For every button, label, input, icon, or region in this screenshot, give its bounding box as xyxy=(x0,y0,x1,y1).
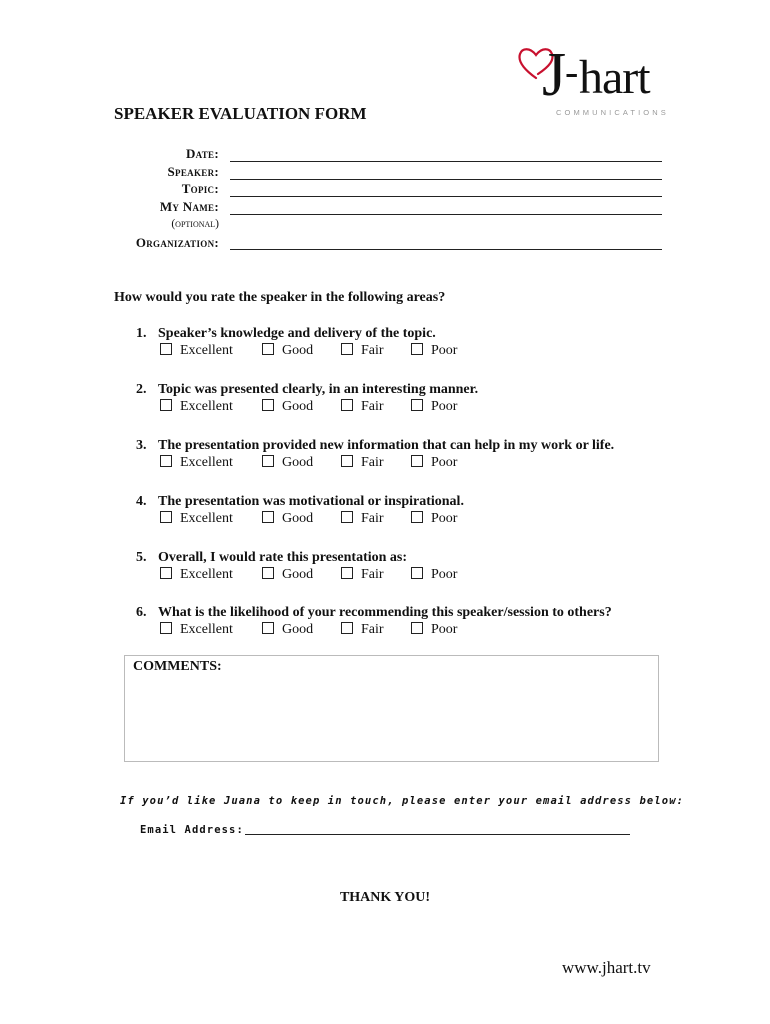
checkbox[interactable] xyxy=(411,455,423,467)
question-number: 2. xyxy=(136,382,147,397)
organization-field[interactable] xyxy=(230,249,662,250)
speaker-field[interactable] xyxy=(230,179,662,180)
topic-field[interactable] xyxy=(230,196,662,197)
option-poor[interactable]: Poor xyxy=(411,567,457,583)
checkbox[interactable] xyxy=(160,511,172,523)
date-label: Date: xyxy=(185,146,219,161)
organization-label: Organization: xyxy=(135,235,219,250)
jhart-logo xyxy=(516,41,669,122)
my-name-field[interactable] xyxy=(230,214,662,215)
speaker-label: Speaker: xyxy=(167,164,219,179)
thank-you-text: THANK YOU! xyxy=(339,890,431,905)
optional-note: (optional) xyxy=(171,218,219,230)
comments-box[interactable] xyxy=(124,655,659,762)
option-poor[interactable]: Poor xyxy=(411,399,457,415)
checkbox[interactable] xyxy=(160,622,172,634)
option-excellent[interactable]: Excellent xyxy=(160,511,233,527)
option-fair[interactable]: Fair xyxy=(341,622,384,638)
option-fair[interactable]: Fair xyxy=(341,399,384,415)
question-number: 6. xyxy=(136,605,147,620)
option-poor[interactable]: Poor xyxy=(411,343,457,359)
checkbox[interactable] xyxy=(411,567,423,579)
question-number: 1. xyxy=(136,326,147,341)
email-field[interactable] xyxy=(245,834,630,835)
comments-label: COMMENTS: xyxy=(133,659,222,674)
checkbox[interactable] xyxy=(160,455,172,467)
contact-note: If you’d like Juana to keep in touch, please enter your email address below: xyxy=(120,795,685,807)
checkbox[interactable] xyxy=(262,455,274,467)
question-number: 3. xyxy=(136,438,147,453)
checkbox[interactable] xyxy=(262,567,274,579)
checkbox[interactable] xyxy=(262,399,274,411)
rating-prompt: How would you rate the speaker in the following areas? xyxy=(114,290,446,305)
checkbox[interactable] xyxy=(341,455,353,467)
question-2 xyxy=(136,382,696,417)
option-good[interactable]: Good xyxy=(262,567,313,583)
question-text: Overall, I would rate this presentation as: xyxy=(158,550,408,565)
option-excellent[interactable]: Excellent xyxy=(160,455,233,471)
question-text: The presentation provided new information that can help in my work or life. xyxy=(158,438,615,453)
option-poor[interactable]: Poor xyxy=(411,622,457,638)
question-text: What is the likelihood of your recommending this speaker/session to others? xyxy=(158,605,612,620)
question-1 xyxy=(136,326,696,361)
question-text: The presentation was motivational or inspirational. xyxy=(158,494,464,509)
checkbox[interactable] xyxy=(341,567,353,579)
question-number: 4. xyxy=(136,494,147,509)
checkbox[interactable] xyxy=(262,622,274,634)
option-excellent[interactable]: Excellent xyxy=(160,622,233,638)
checkbox[interactable] xyxy=(411,399,423,411)
logo-letter-j: J xyxy=(542,41,567,109)
question-text: Speaker’s knowledge and delivery of the topic. xyxy=(158,326,436,341)
question-6 xyxy=(136,605,696,640)
checkbox[interactable] xyxy=(262,511,274,523)
my-name-label: My Name: xyxy=(159,199,219,214)
option-good[interactable]: Good xyxy=(262,455,313,471)
option-excellent[interactable]: Excellent xyxy=(160,343,233,359)
email-label: Email Address: xyxy=(140,824,244,836)
checkbox[interactable] xyxy=(411,343,423,355)
option-fair[interactable]: Fair xyxy=(341,343,384,359)
checkbox[interactable] xyxy=(160,343,172,355)
option-good[interactable]: Good xyxy=(262,343,313,359)
checkbox[interactable] xyxy=(341,511,353,523)
checkbox[interactable] xyxy=(160,399,172,411)
logo-dash: - xyxy=(565,49,579,94)
logo-wordmark: hart xyxy=(579,51,650,104)
option-good[interactable]: Good xyxy=(262,399,313,415)
topic-label: Topic: xyxy=(181,181,219,196)
form-title: SPEAKER EVALUATION FORM xyxy=(114,104,367,123)
option-fair[interactable]: Fair xyxy=(341,511,384,527)
question-number: 5. xyxy=(136,550,147,565)
option-excellent[interactable]: Excellent xyxy=(160,399,233,415)
option-poor[interactable]: Poor xyxy=(411,455,457,471)
checkbox[interactable] xyxy=(262,343,274,355)
option-poor[interactable]: Poor xyxy=(411,511,457,527)
question-5 xyxy=(136,550,696,585)
question-text: Topic was presented clearly, in an interesting manner. xyxy=(158,382,479,397)
logo-subtitle: COMMUNICATIONS xyxy=(556,108,669,117)
date-field[interactable] xyxy=(230,161,662,162)
option-fair[interactable]: Fair xyxy=(341,455,384,471)
option-good[interactable]: Good xyxy=(262,511,313,527)
checkbox[interactable] xyxy=(341,399,353,411)
checkbox[interactable] xyxy=(341,622,353,634)
option-fair[interactable]: Fair xyxy=(341,567,384,583)
checkbox[interactable] xyxy=(411,511,423,523)
question-3 xyxy=(136,438,696,473)
option-excellent[interactable]: Excellent xyxy=(160,567,233,583)
checkbox[interactable] xyxy=(341,343,353,355)
option-good[interactable]: Good xyxy=(262,622,313,638)
website-link[interactable]: www.jhart.tv xyxy=(562,958,651,977)
question-4 xyxy=(136,494,696,529)
checkbox[interactable] xyxy=(411,622,423,634)
checkbox[interactable] xyxy=(160,567,172,579)
